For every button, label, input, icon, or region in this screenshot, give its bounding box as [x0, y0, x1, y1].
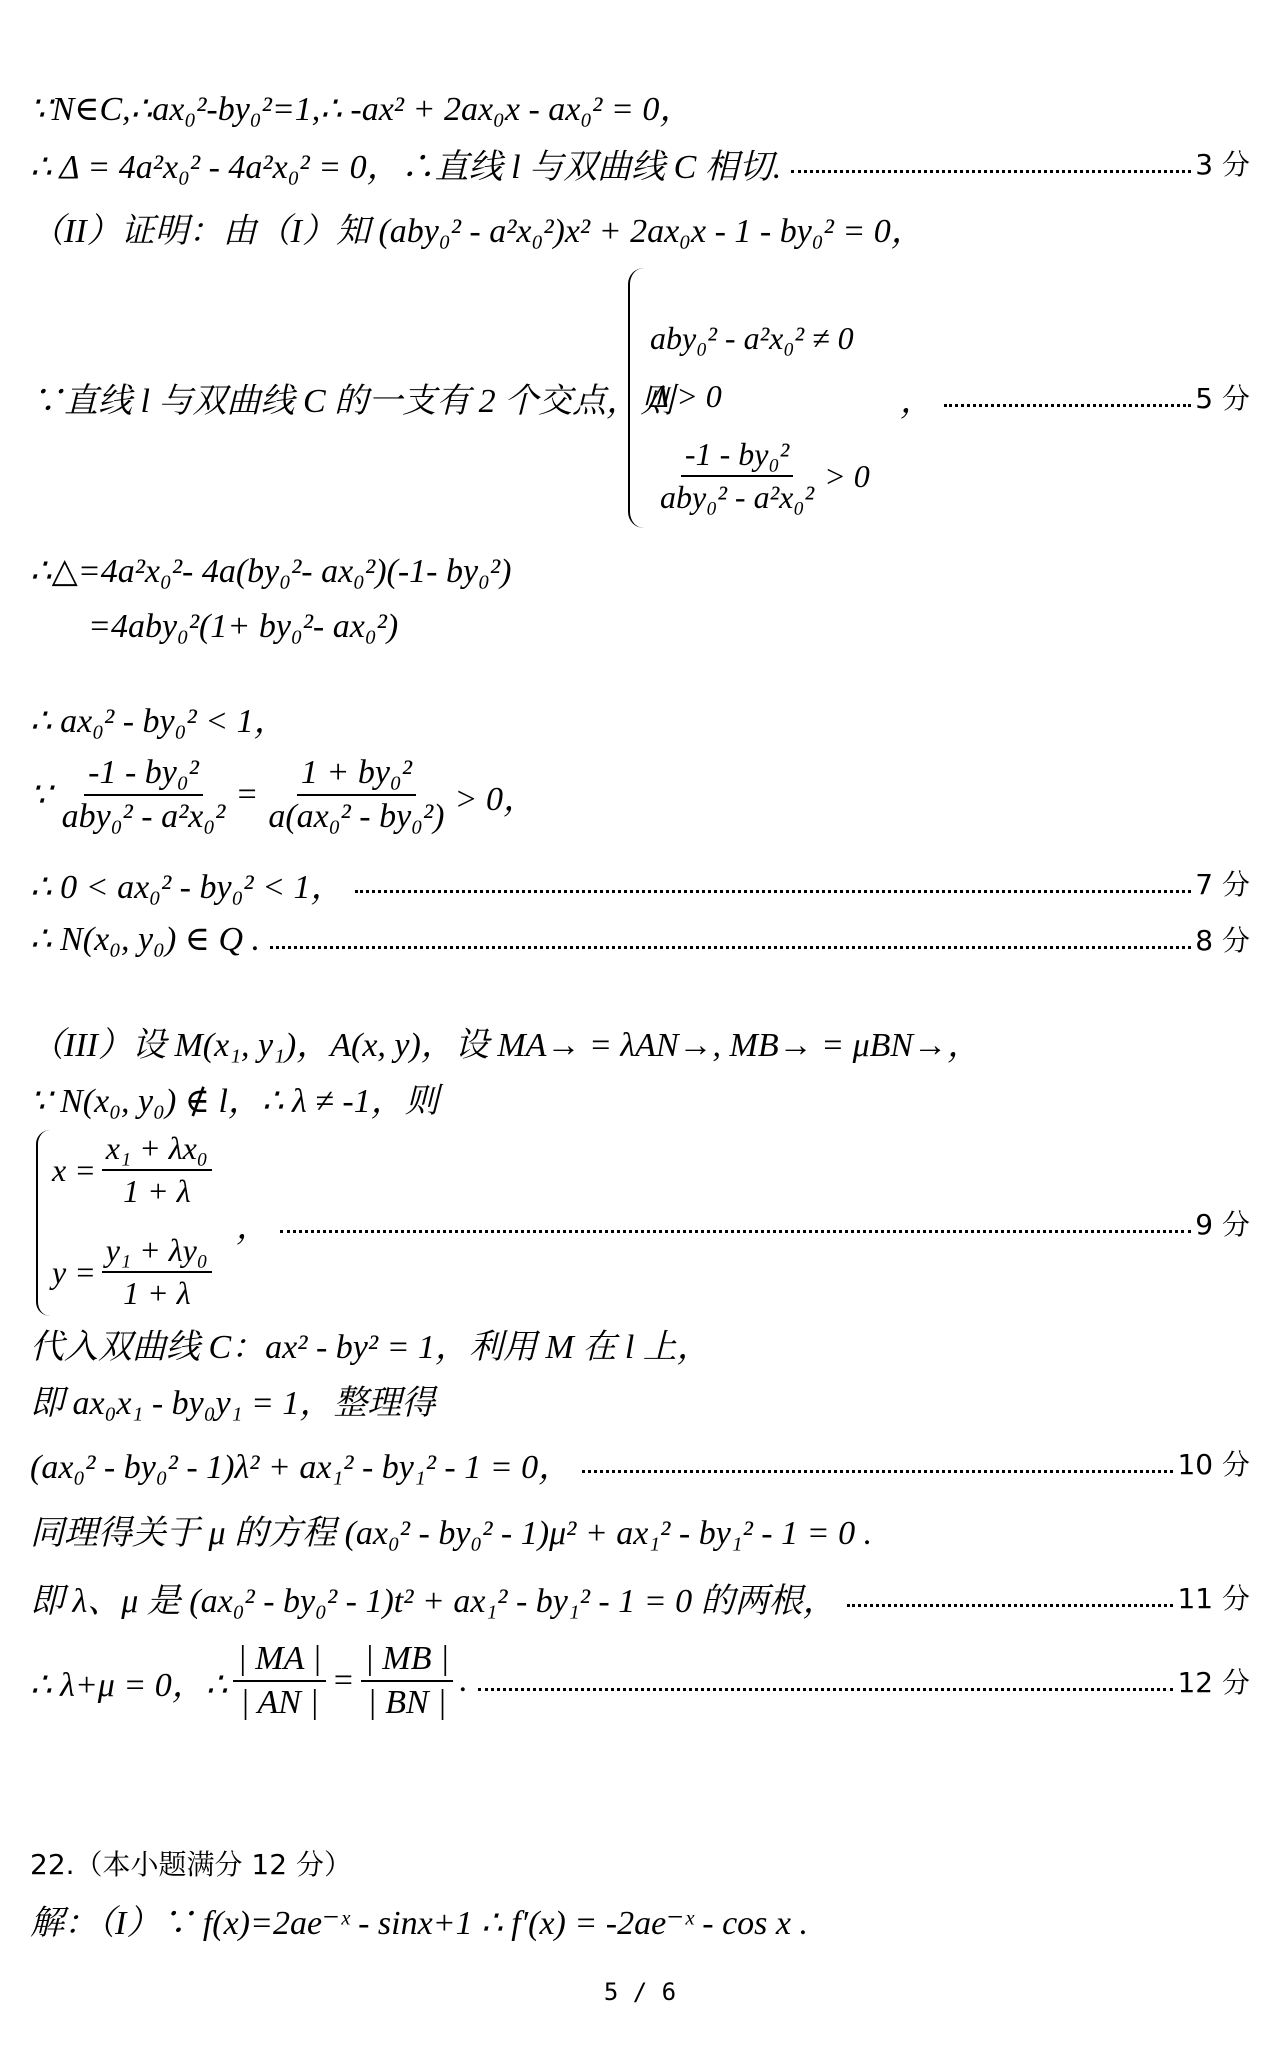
fraction-numerator: -1 - by₀²: [84, 754, 203, 796]
question-22-heading: [30, 1836, 1250, 1890]
equation-text: ∴ Δ = 4a²x₀² - 4a²x₀² = 0，∴直线 l 与双曲线 C 相切.: [30, 148, 782, 186]
dot-leader: [847, 1604, 1174, 1607]
line-substitute: [30, 1316, 1250, 1370]
fraction: [264, 754, 448, 836]
line-tidy: [30, 1372, 1250, 1426]
line-part2-intro: [30, 200, 1250, 254]
fraction-denominator: | AN |: [240, 1684, 319, 1721]
line-discriminant-2: [88, 600, 1250, 654]
line-system-score: [900, 370, 1250, 424]
equation-lhs: x =: [52, 1151, 96, 1188]
score-label: 11 分: [1177, 1582, 1250, 1615]
line-fraction-compare: [30, 752, 1250, 838]
fraction: [233, 1640, 325, 1722]
equation-text: ∵N∈C,∴ax₀²-by₀²=1,∴ -ax² + 2ax₀x - ax₀² = 0，: [30, 90, 694, 128]
score-label: 7 分: [1195, 868, 1250, 901]
dot-leader: [791, 170, 1191, 173]
condition-1: aby₀² - a²x₀² ≠ 0: [650, 320, 854, 356]
fraction-numerator: y₁ + λy₀: [102, 1232, 212, 1273]
fraction-denominator: a(ax₀² - by₀²): [268, 798, 445, 835]
equation-text: =4aby₀²(1+ by₀²- ax₀²): [88, 608, 399, 645]
left-brace: [36, 1130, 50, 1316]
line-system2-score: [236, 1196, 1250, 1250]
line-lambda: [30, 1070, 1250, 1124]
dot-leader: [944, 404, 1191, 407]
score-label: 8 分: [1195, 924, 1250, 957]
equation-text: ∵ N(x₀, y₀) ∉ l，∴ λ ≠ -1，则: [30, 1082, 439, 1120]
dot-leader: [582, 1470, 1173, 1473]
equation-text: ∴ λ+μ = 0，∴: [30, 1666, 228, 1704]
fraction: [58, 754, 230, 836]
line-delta-tangent: [30, 136, 1250, 190]
fraction: [102, 1130, 212, 1210]
fraction-denominator: | BN |: [367, 1684, 447, 1721]
line-conclusion: [30, 1636, 1250, 1726]
line-condition: [30, 78, 1250, 132]
fraction-denominator: 1 + λ: [123, 1275, 191, 1311]
condition-2: Δ > 0: [650, 378, 722, 414]
equation-lhs: y =: [52, 1253, 96, 1290]
equation-text: ∴△=4a²x₀²- 4a(by₀²- ax₀²)(-1- by₀²): [30, 553, 512, 590]
equation-text: 同理得关于 μ 的方程 (ax₀² - by₀² - 1)μ² + ax₁² - by₁² - 1 = 0 .: [30, 1514, 873, 1552]
line-discriminant: [30, 544, 1250, 598]
score-label: 12 分: [1177, 1666, 1250, 1699]
score-label: 10 分: [1177, 1448, 1250, 1481]
line-roots: [30, 1570, 1250, 1624]
fraction-denominator: aby₀² - a²x₀²: [61, 798, 226, 835]
equation-text: ∴ 0 < ax₀² - by₀² < 1，: [30, 868, 345, 906]
equation-text: （III）设 M(x₁, y₁)，A(x, y)，设 MA→ = λAN→, MB→ = μBN→，: [30, 1026, 982, 1064]
fraction: [361, 1640, 454, 1722]
fraction-denominator: 1 + λ: [123, 1173, 191, 1209]
line-inequality: [30, 690, 1250, 744]
fraction-numerator: -1 - by₀²: [681, 436, 793, 477]
equals-sign: =: [235, 776, 259, 813]
equation-text: 即 ax₀x₁ - by₀y₁ = 1，整理得: [30, 1384, 436, 1422]
left-brace: [628, 268, 644, 528]
inequality-tail: > 0: [824, 457, 870, 494]
line-membership: [30, 912, 1250, 966]
equals-sign: =: [331, 1662, 355, 1699]
equation-text: ∵直线 l 与双曲线 C 的一支有 2 个交点，则: [30, 382, 675, 420]
because-symbol: ∵: [30, 777, 52, 814]
equation-text: ∴ ax₀² - by₀² < 1，: [30, 702, 288, 740]
fraction-denominator: aby₀² - a²x₀²: [660, 479, 815, 515]
page-number: 5 / 6: [603, 1978, 677, 2006]
punctuation: ，: [900, 382, 934, 420]
equation-text: 即 λ、μ 是 (ax₀² - by₀² - 1)t² + ax₁² - by₁² - 1 = 0 的两根，: [30, 1582, 837, 1620]
dot-leader: [355, 890, 1192, 893]
score-label: 3 分: [1195, 148, 1250, 181]
line-range: [30, 856, 1250, 910]
fraction: [102, 1232, 212, 1312]
equation-text: 解：（I）∵ f(x)=2ae⁻ˣ - sinx+1 ∴ f′(x) = -2ae⁻ˣ - cos x .: [30, 1904, 808, 1942]
fraction-numerator: x₁ + λx₀: [102, 1130, 212, 1171]
punctuation: .: [459, 1662, 468, 1699]
fraction: [656, 436, 818, 516]
score-label: 9 分: [1195, 1208, 1250, 1241]
equation-text: ∴ N(x₀, y₀) ∈ Q .: [30, 921, 260, 958]
question-22-solution: [30, 1892, 1250, 1946]
inequality-tail: > 0，: [454, 780, 537, 818]
equation-text: 代入双曲线 C：ax² - by² = 1，利用 M 在 l 上，: [30, 1328, 711, 1366]
line-part3-intro: [30, 1014, 1250, 1068]
punctuation: ，: [236, 1208, 270, 1246]
fraction-numerator: | MB |: [361, 1640, 454, 1682]
line-mu-equation: [30, 1502, 1250, 1556]
dot-leader: [280, 1230, 1191, 1233]
fraction-numerator: | MA |: [233, 1640, 325, 1682]
question-title: 22.（本小题满分 12 分）: [30, 1848, 352, 1881]
equation-text: (ax₀² - by₀² - 1)λ² + ax₁² - by₁² - 1 = 0，: [30, 1448, 573, 1486]
system-x: [52, 1130, 218, 1210]
dot-leader: [270, 946, 1191, 949]
equation-text: （II）证明：由（I）知 (aby₀² - a²x₀²)x² + 2ax₀x - 1 - by₀² = 0，: [30, 212, 925, 250]
dot-leader: [478, 1688, 1174, 1691]
system-y: [52, 1232, 218, 1312]
line-lambda-equation: [30, 1436, 1250, 1490]
score-label: 5 分: [1195, 382, 1250, 415]
condition-3: [650, 436, 870, 516]
fraction-numerator: 1 + by₀²: [297, 754, 416, 796]
